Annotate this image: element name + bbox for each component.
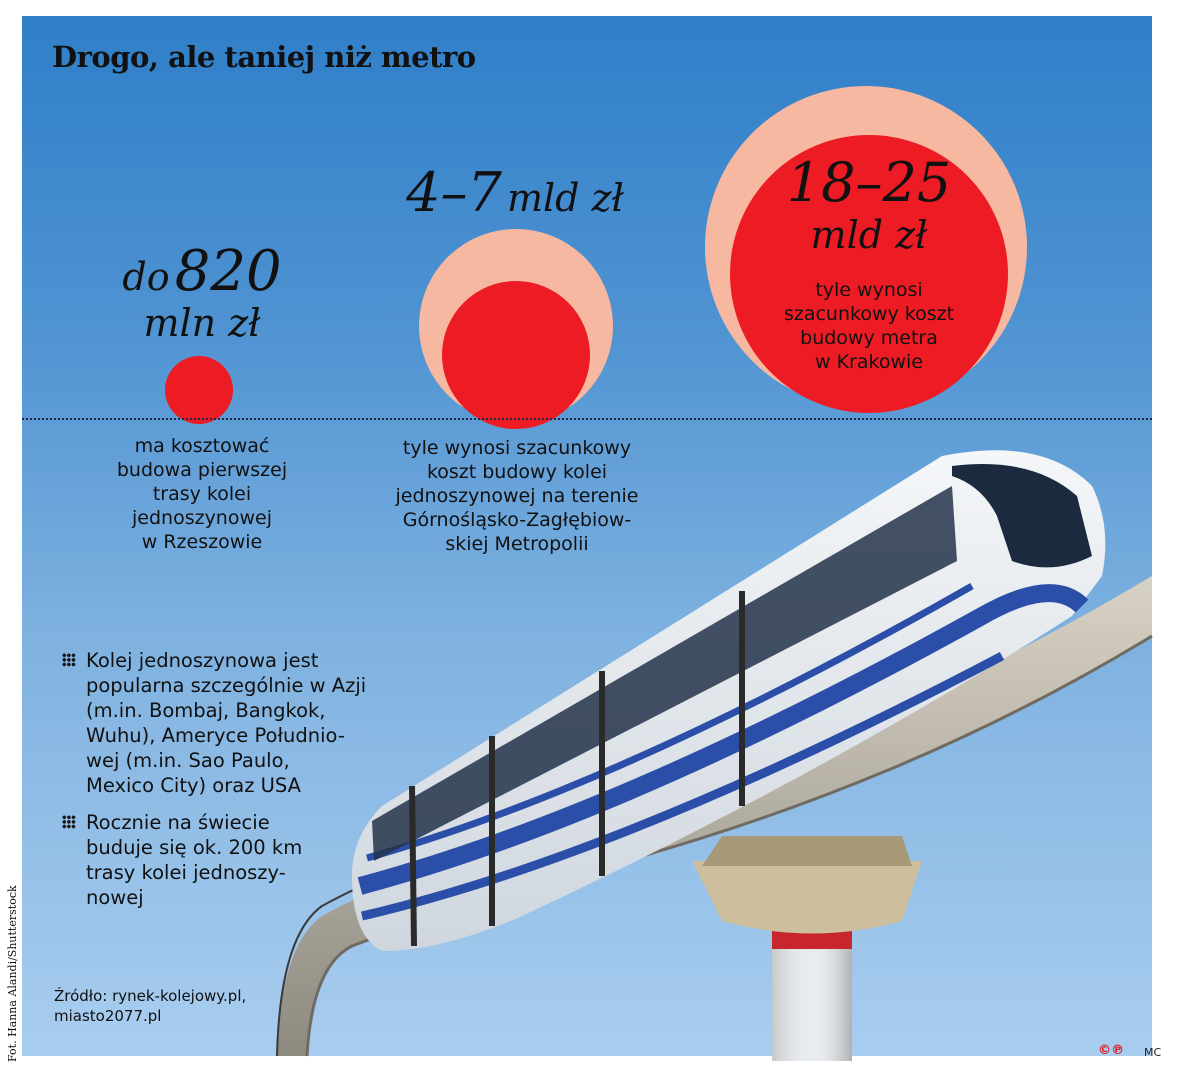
bullet-line: (m.in. Bombaj, Bangkok, [86, 699, 326, 722]
value-krakow [730, 151, 1008, 257]
bullet-line: Mexico City) oraz USA [86, 774, 301, 797]
list-item [60, 810, 366, 910]
headline: Drogo, ale taniej niż metro [52, 40, 476, 74]
description-line: w Krakowie [815, 351, 923, 373]
bullet-line: buduje się ok. 200 km [86, 836, 303, 859]
description-line: budowa pierwszej [116, 459, 288, 481]
infographic [22, 16, 1162, 1059]
value-rzeszow [82, 239, 322, 345]
bullet-line: trasy kolei jednoszy- [86, 861, 286, 884]
dot-grid-icon [62, 653, 76, 667]
value-number: 4–7 [406, 161, 502, 224]
bullet-line: nowej [86, 886, 144, 909]
source-line: Źródło: rynek-kolejowy.pl, [54, 987, 247, 1005]
value-number: 18–25 [786, 151, 952, 214]
description-line: Górnośląsko-Zagłębiow- [402, 509, 632, 531]
value-unit: mln zł [143, 301, 261, 345]
description-gzm [357, 436, 677, 556]
description-line: tyle wynosi szacunkowy [402, 437, 632, 459]
description-line: w Rzeszowie [141, 531, 263, 553]
description-line: tyle wynosi [815, 279, 923, 301]
baseline-divider [22, 418, 1152, 420]
description-line: koszt budowy kolei [426, 461, 608, 483]
copyright-mark: ©℗ [1098, 1043, 1124, 1058]
dot-grid-icon [62, 815, 76, 829]
source-line: miasto2077.pl [54, 1007, 162, 1025]
value-prefix: do [122, 255, 170, 299]
description-line: jednoszynowej na terenie [395, 485, 639, 507]
bullet-line: Rocznie na świecie [86, 811, 270, 834]
bullet-line: Kolej jednoszynowa jest [86, 649, 319, 672]
value-unit: mld zł [506, 176, 624, 220]
description-line: budowy metra [800, 327, 938, 349]
description-line: ma kosztować [134, 435, 270, 457]
description-line: skiej Metropolii [445, 533, 589, 555]
facts-list [60, 648, 366, 922]
circle-rzeszow [165, 356, 233, 424]
description-krakow [760, 278, 978, 374]
circle-gzm-min [442, 281, 590, 429]
description-line: jednoszynowej [132, 507, 272, 529]
value-unit: mld zł [810, 213, 928, 257]
value-gzm [380, 161, 650, 224]
bullet-line: Wuhu), Ameryce Południo- [86, 724, 345, 747]
photo-credit: Fot. Hanna Alandi/Shutterstock [6, 885, 19, 1062]
description-rzeszow [82, 434, 322, 554]
description-line: trasy kolei [152, 483, 252, 505]
description-line: szacunkowy koszt [783, 303, 955, 325]
list-item [60, 648, 366, 798]
bullet-line: wej (m.in. Sao Paulo, [86, 749, 290, 772]
value-number: 820 [174, 239, 282, 304]
bullet-line: popularna szczególnie w Azji [86, 674, 367, 697]
source-note [54, 986, 246, 1026]
author-initials: MC [1144, 1046, 1162, 1059]
